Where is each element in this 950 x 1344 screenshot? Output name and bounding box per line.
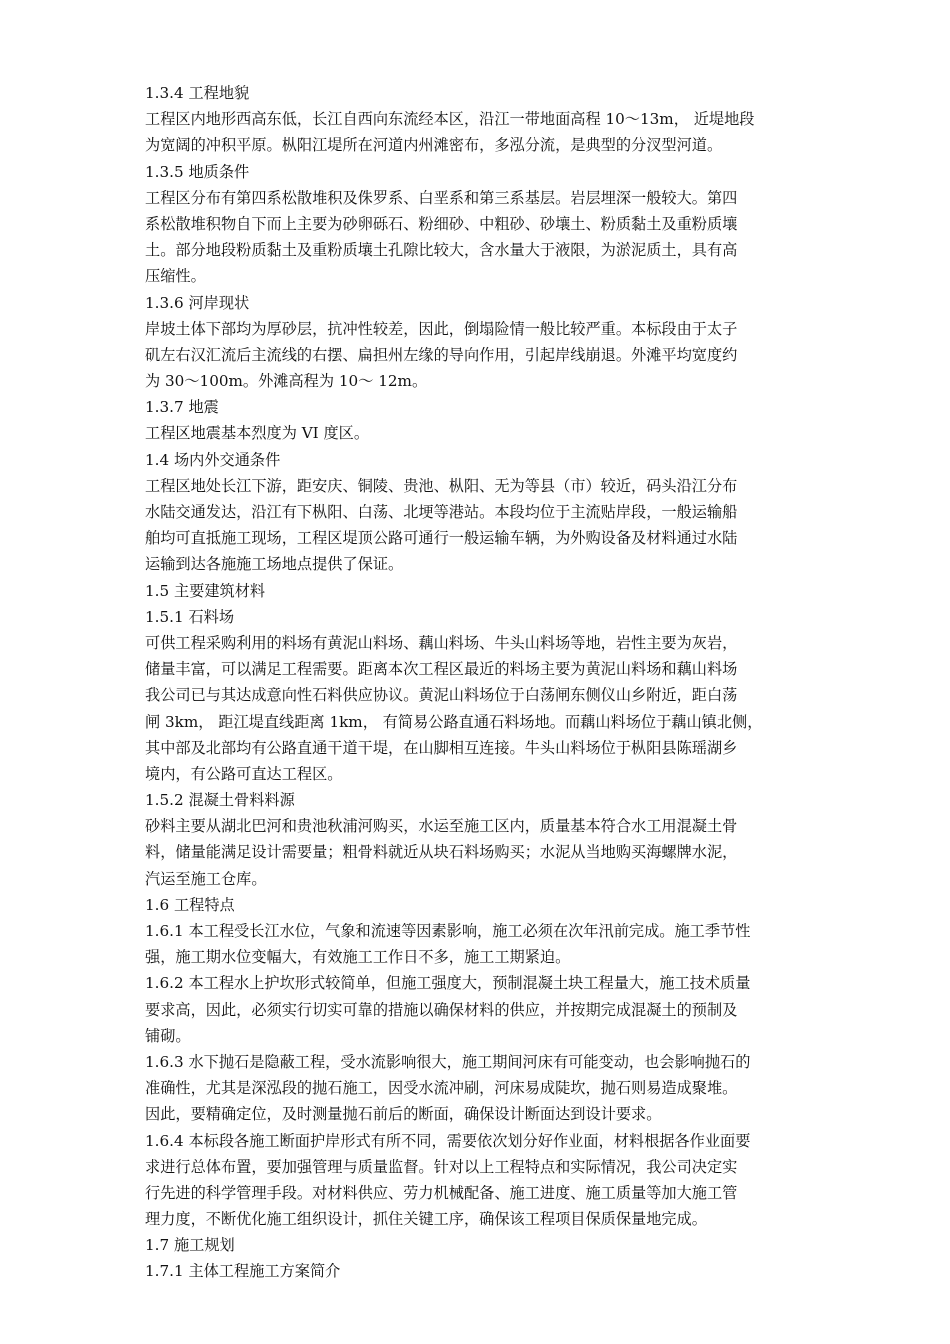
paragraph-line: 土。部分地段粉质黏土及重粉质壤土孔隙比较大，含水量大于液限，为淤泥质土，具有高 <box>145 241 738 260</box>
paragraph-line: 为宽阔的冲积平原。枞阳江堤所在河道内州滩密布，多泓分流，是典型的分汊型河道。 <box>145 136 723 155</box>
paragraph-line: 铺砌。 <box>145 1026 191 1045</box>
paragraph-line: 工程区分布有第四系松散堆积及侏罗系、白垩系和第三系基层。岩层埋深一般较大。第四 <box>145 188 738 207</box>
paragraph-line: 储量丰富，可以满足工程需要。距离本次工程区最近的料场主要为黄泥山料场和藕山料场 <box>145 660 738 679</box>
heading-1-3-4: 1.3.4 工程地貌 <box>145 84 250 102</box>
paragraph-line: 行先进的科学管理手段。对材料供应、劳力机械配备、施工进度、施工质量等加大施工管 <box>145 1183 738 1202</box>
paragraph-line: 其中部及北部均有公路直通干道干堤，在山脚相互连接。牛头山料场位于枞阳县陈瑶湖乡 <box>145 738 738 757</box>
paragraph-line: 1.6.2 本工程水上护坎形式较简单，但施工强度大，预制混凝土块工程量大，施工技术质量 <box>145 974 751 993</box>
heading-1-3-7: 1.3.7 地震 <box>145 398 219 417</box>
paragraph-line: 汽运至施工仓库。 <box>145 869 267 888</box>
heading-1-7: 1.7 施工规划 <box>145 1236 235 1255</box>
heading-1-5-2: 1.5.2 混凝土骨料料源 <box>145 791 295 810</box>
paragraph-line: 矶左右汉汇流后主流线的右摆、扁担州左缘的导向作用，引起岸线崩退。外滩平均宽度约 <box>145 345 738 364</box>
paragraph-line: 运输到达各施施工场地点提供了保证。 <box>145 555 404 574</box>
paragraph-line: 我公司已与其达成意向性石料供应协议。黄泥山料场位于白荡闸东侧仪山乡附近，距白荡 <box>145 686 738 705</box>
paragraph-line: 水陆交通发达，沿江有下枞阳、白荡、北埂等港站。本段均位于主流贴岸段，一般运输船 <box>145 503 738 521</box>
heading-1-5-1: 1.5.1 石料场 <box>145 607 235 626</box>
paragraph-line: 工程区内地形西高东低，长江自西向东流经本区，沿江一带地面高程 10～13m， 近堤地段 <box>145 110 755 129</box>
heading-1-3-5: 1.3.5 地质条件 <box>145 162 250 181</box>
paragraph-line: 为 30～100m。外滩高程为 10～ 12m。 <box>145 372 428 391</box>
paragraph-line: 系松散堆积物自下而上主要为砂卵砾石、粉细砂、中粗砂、砂壤土、粉质黏土及重粉质壤 <box>145 214 738 233</box>
paragraph-line: 料，储量能满足设计需要量；粗骨料就近从块石料场购买；水泥从当地购买海螺牌水泥， <box>145 843 738 862</box>
paragraph-line: 压缩性。 <box>145 267 206 286</box>
paragraph-line: 工程区地处长江下游，距安庆、铜陵、贵池、枞阳、无为等县（市）较近，码头沿江分布 <box>145 476 738 495</box>
paragraph-line: 岸坡土体下部均为厚砂层，抗冲性较差，因此，倒塌险情一般比较严重。本标段由于太子 <box>145 319 738 338</box>
paragraph-line: 境内，有公路可直达工程区。 <box>145 764 343 783</box>
paragraph-line: 闸 3km， 距江堤直线距离 1km， 有简易公路直通石料场地。而藕山料场位于藕山镇北侧， <box>145 712 763 731</box>
paragraph-line: 1.6.3 水下抛石是隐蔽工程，受水流影响很大，施工期间河床有可能变动，也会影响抛石的 <box>145 1052 751 1071</box>
paragraph-line: 工程区地震基本烈度为 VI 度区。 <box>145 424 370 443</box>
heading-1-4: 1.4 场内外交通条件 <box>145 450 281 469</box>
heading-1-6: 1.6 工程特点 <box>145 895 235 914</box>
document-body <box>145 80 808 1285</box>
paragraph-line: 因此，要精确定位，及时测量抛石前后的断面，确保设计断面达到设计要求。 <box>145 1105 662 1124</box>
paragraph-line: 砂料主要从湖北巴河和贵池秋浦河购买，水运至施工区内，质量基本符合水工用混凝土骨 <box>145 817 738 836</box>
heading-1-7-1: 1.7.1 主体工程施工方案简介 <box>145 1262 341 1281</box>
paragraph-line: 1.6.4 本标段各施工断面护岸形式有所不同，需要依次划分好作业面，材料根据各作业面要 <box>145 1131 751 1150</box>
paragraph-line: 可供工程采购利用的料场有黄泥山料场、藕山料场、牛头山料场等地，岩性主要为灰岩， <box>145 633 738 652</box>
paragraph-line: 强，施工期水位变幅大，有效施工工作日不多，施工工期紧迫。 <box>145 948 571 967</box>
heading-1-5: 1.5 主要建筑材料 <box>145 581 266 600</box>
paragraph-line: 要求高，因此，必须实行切实可靠的措施以确保材料的供应，并按期完成混凝土的预制及 <box>145 1000 738 1019</box>
paragraph-line: 理力度，不断优化施工组织设计，抓住关键工序，确保该工程项目保质保量地完成。 <box>145 1210 707 1229</box>
paragraph-line: 1.6.1 本工程受长江水位，气象和流速等因素影响，施工必须在次年汛前完成。施工季节性 <box>145 922 751 940</box>
paragraph-line: 舶均可直抵施工现场，工程区堤顶公路可通行一般运输车辆，为外购设备及材料通过水陆 <box>145 529 738 548</box>
paragraph-line: 准确性，尤其是深泓段的抛石施工，因受水流冲刷，河床易成陡坎，抛石则易造成聚堆。 <box>145 1079 738 1098</box>
heading-1-3-6: 1.3.6 河岸现状 <box>145 293 250 312</box>
paragraph-line: 求进行总体布置，要加强管理与质量监督。针对以上工程特点和实际情况，我公司决定实 <box>145 1157 738 1176</box>
